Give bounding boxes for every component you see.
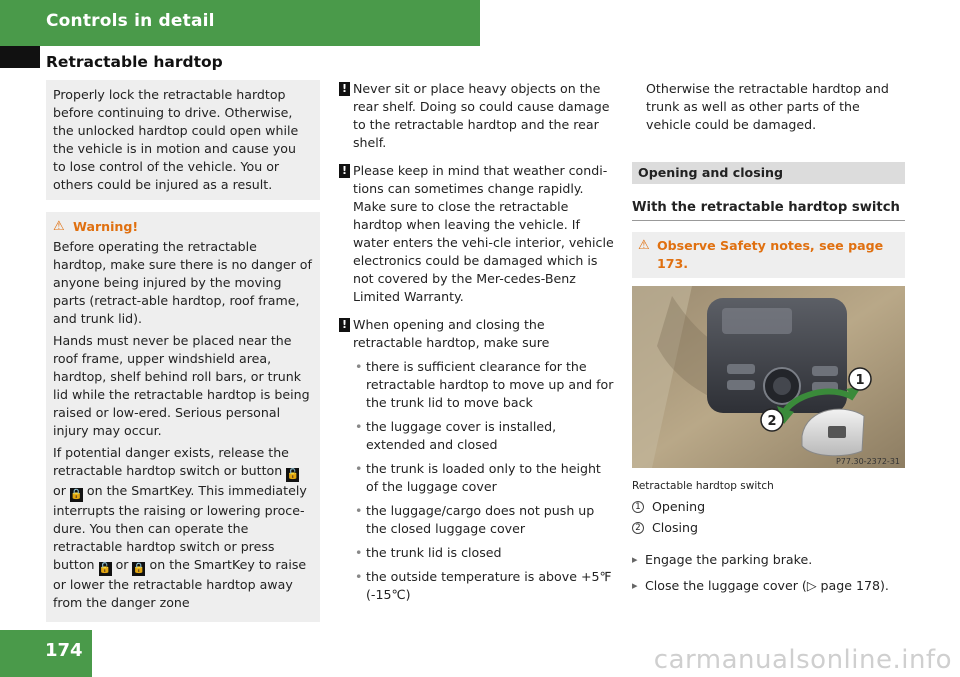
intro-box <box>46 80 320 200</box>
note-2: ! Please keep in mind that weather condi-tions can sometimes change rapidly. Make sure to close the retractable hardtop when leaving the vehicle. If water enters the vehi-cle interior, vehicle electronics could be damaged which is not covered by the Mer-cedes-Benz Limited Warranty. <box>339 162 615 306</box>
warning-title: Warning! <box>73 219 139 234</box>
page-number: 174 <box>45 640 83 661</box>
safety-notes-text: Observe Safety notes, see page 173. <box>656 238 884 271</box>
section-marker <box>0 46 40 68</box>
legend-label: Closing <box>652 520 699 535</box>
chapter-title: Controls in detail <box>46 11 215 31</box>
warning-box <box>46 212 320 622</box>
legend-label: Opening <box>652 499 706 514</box>
warning-paragraph-3: If potential danger exists, release the retractable hardtop switch or button 🔓 or 🔒 on the SmartKey. This immediately interrupts the raising or lowering proce-dure. You then can operate the retractable hardtop switch or press button 🔓 or 🔒 on the SmartKey to raise or lower the retractable hardtop away from the danger zone <box>53 445 307 610</box>
list-item: • the outside temperature is above +5℉ (-15℃) <box>353 568 615 604</box>
note-1: ! Never sit or place heavy objects on the rear shelf. Doing so could cause damage to the retractable hardtop and the rear shelf. <box>339 80 615 152</box>
exclamation-icon: ! <box>339 164 350 178</box>
photo-caption: Retractable hardtop switch <box>632 480 774 492</box>
warning-paragraph-1: Before operating the retractable hardtop, make sure there is no danger of anyone being injured by the moving parts (retract-able hardtop, roof frame, and trunk lid). <box>53 239 312 326</box>
console-illustration <box>632 286 905 468</box>
lock-key-icon: 🔒 <box>70 489 83 500</box>
unlock-key-icon: 🔓 <box>98 563 112 574</box>
list-item: • the luggage/cargo does not push up the closed luggage cover <box>353 502 615 538</box>
warning-triangle-icon: ⚠ <box>638 238 650 253</box>
section-heading: Opening and closing <box>632 162 905 184</box>
section-title: Retractable hardtop <box>46 53 223 71</box>
middle-column <box>339 80 615 614</box>
exclamation-icon: ! <box>339 82 350 96</box>
intro-text: Properly lock the retractable hardtop before continuing to drive. Otherwise, the unlocked hardtop could open while the vehicle is in motion and cause you to lose control of the vehicle. You or others could be injured as a result. <box>53 87 299 192</box>
photo-legend <box>632 498 905 537</box>
page-number-box <box>0 630 92 677</box>
hardtop-switch-photo <box>632 286 905 468</box>
warning-paragraph-2: Hands must never be placed near the roof frame, upper windshield area, hardtop, shelf behind roll bars, or trunk lid while the retractable hardtop is being raised or low-ered. Serious personal injury may occur. <box>53 333 310 438</box>
instruction-step: ▸ Engage the parking brake. <box>632 551 905 569</box>
photo-code: P77.30-2372-31 <box>835 457 900 466</box>
note-3: ! When opening and closing the retractable hardtop, make sure • there is sufficient clearance for the retractable hardtop to move up and for the trunk lid to move back • the luggage cover is installed, extended and closed • the trunk is loaded only to the height of the luggage cover • the luggage/cargo does not push up the closed luggage cover • the trunk lid is closed • the outside temperature is above +5℉ (-15℃) <box>339 316 615 604</box>
left-column <box>46 80 320 622</box>
chapter-header-bar <box>0 0 480 46</box>
legend-item <box>632 519 905 537</box>
right-column <box>632 80 905 595</box>
watermark: carmanualsonline.info <box>653 645 952 675</box>
list-item: • there is sufficient clearance for the retractable hardtop to move up and for the trunk lid to move back <box>353 358 615 412</box>
warning-triangle-icon: ⚠ <box>53 219 65 234</box>
continuation-text: Otherwise the retractable hardtop and trunk as well as other parts of the vehicle could be damaged. <box>646 81 889 132</box>
warning-heading <box>53 218 312 236</box>
number-badge: 1 <box>632 501 644 513</box>
list-item: • the trunk lid is closed <box>353 544 615 562</box>
list-item: • the luggage cover is installed, extended and closed <box>353 418 615 454</box>
number-badge: 2 <box>632 522 644 534</box>
exclamation-icon: ! <box>339 318 350 332</box>
unlock-key-icon: 🔓 <box>286 469 299 480</box>
svg-text:2: 2 <box>767 414 777 429</box>
instruction-step: ▸ Close the luggage cover (▷ page 178). <box>632 577 905 595</box>
safety-notes-box <box>632 232 905 278</box>
list-item: • the trunk is loaded only to the height of the luggage cover <box>353 460 615 496</box>
subsection-heading: With the retractable hardtop switch <box>632 199 905 221</box>
legend-item <box>632 498 905 516</box>
svg-text:1: 1 <box>855 373 865 388</box>
lock-key-icon: 🔒 <box>132 563 146 574</box>
